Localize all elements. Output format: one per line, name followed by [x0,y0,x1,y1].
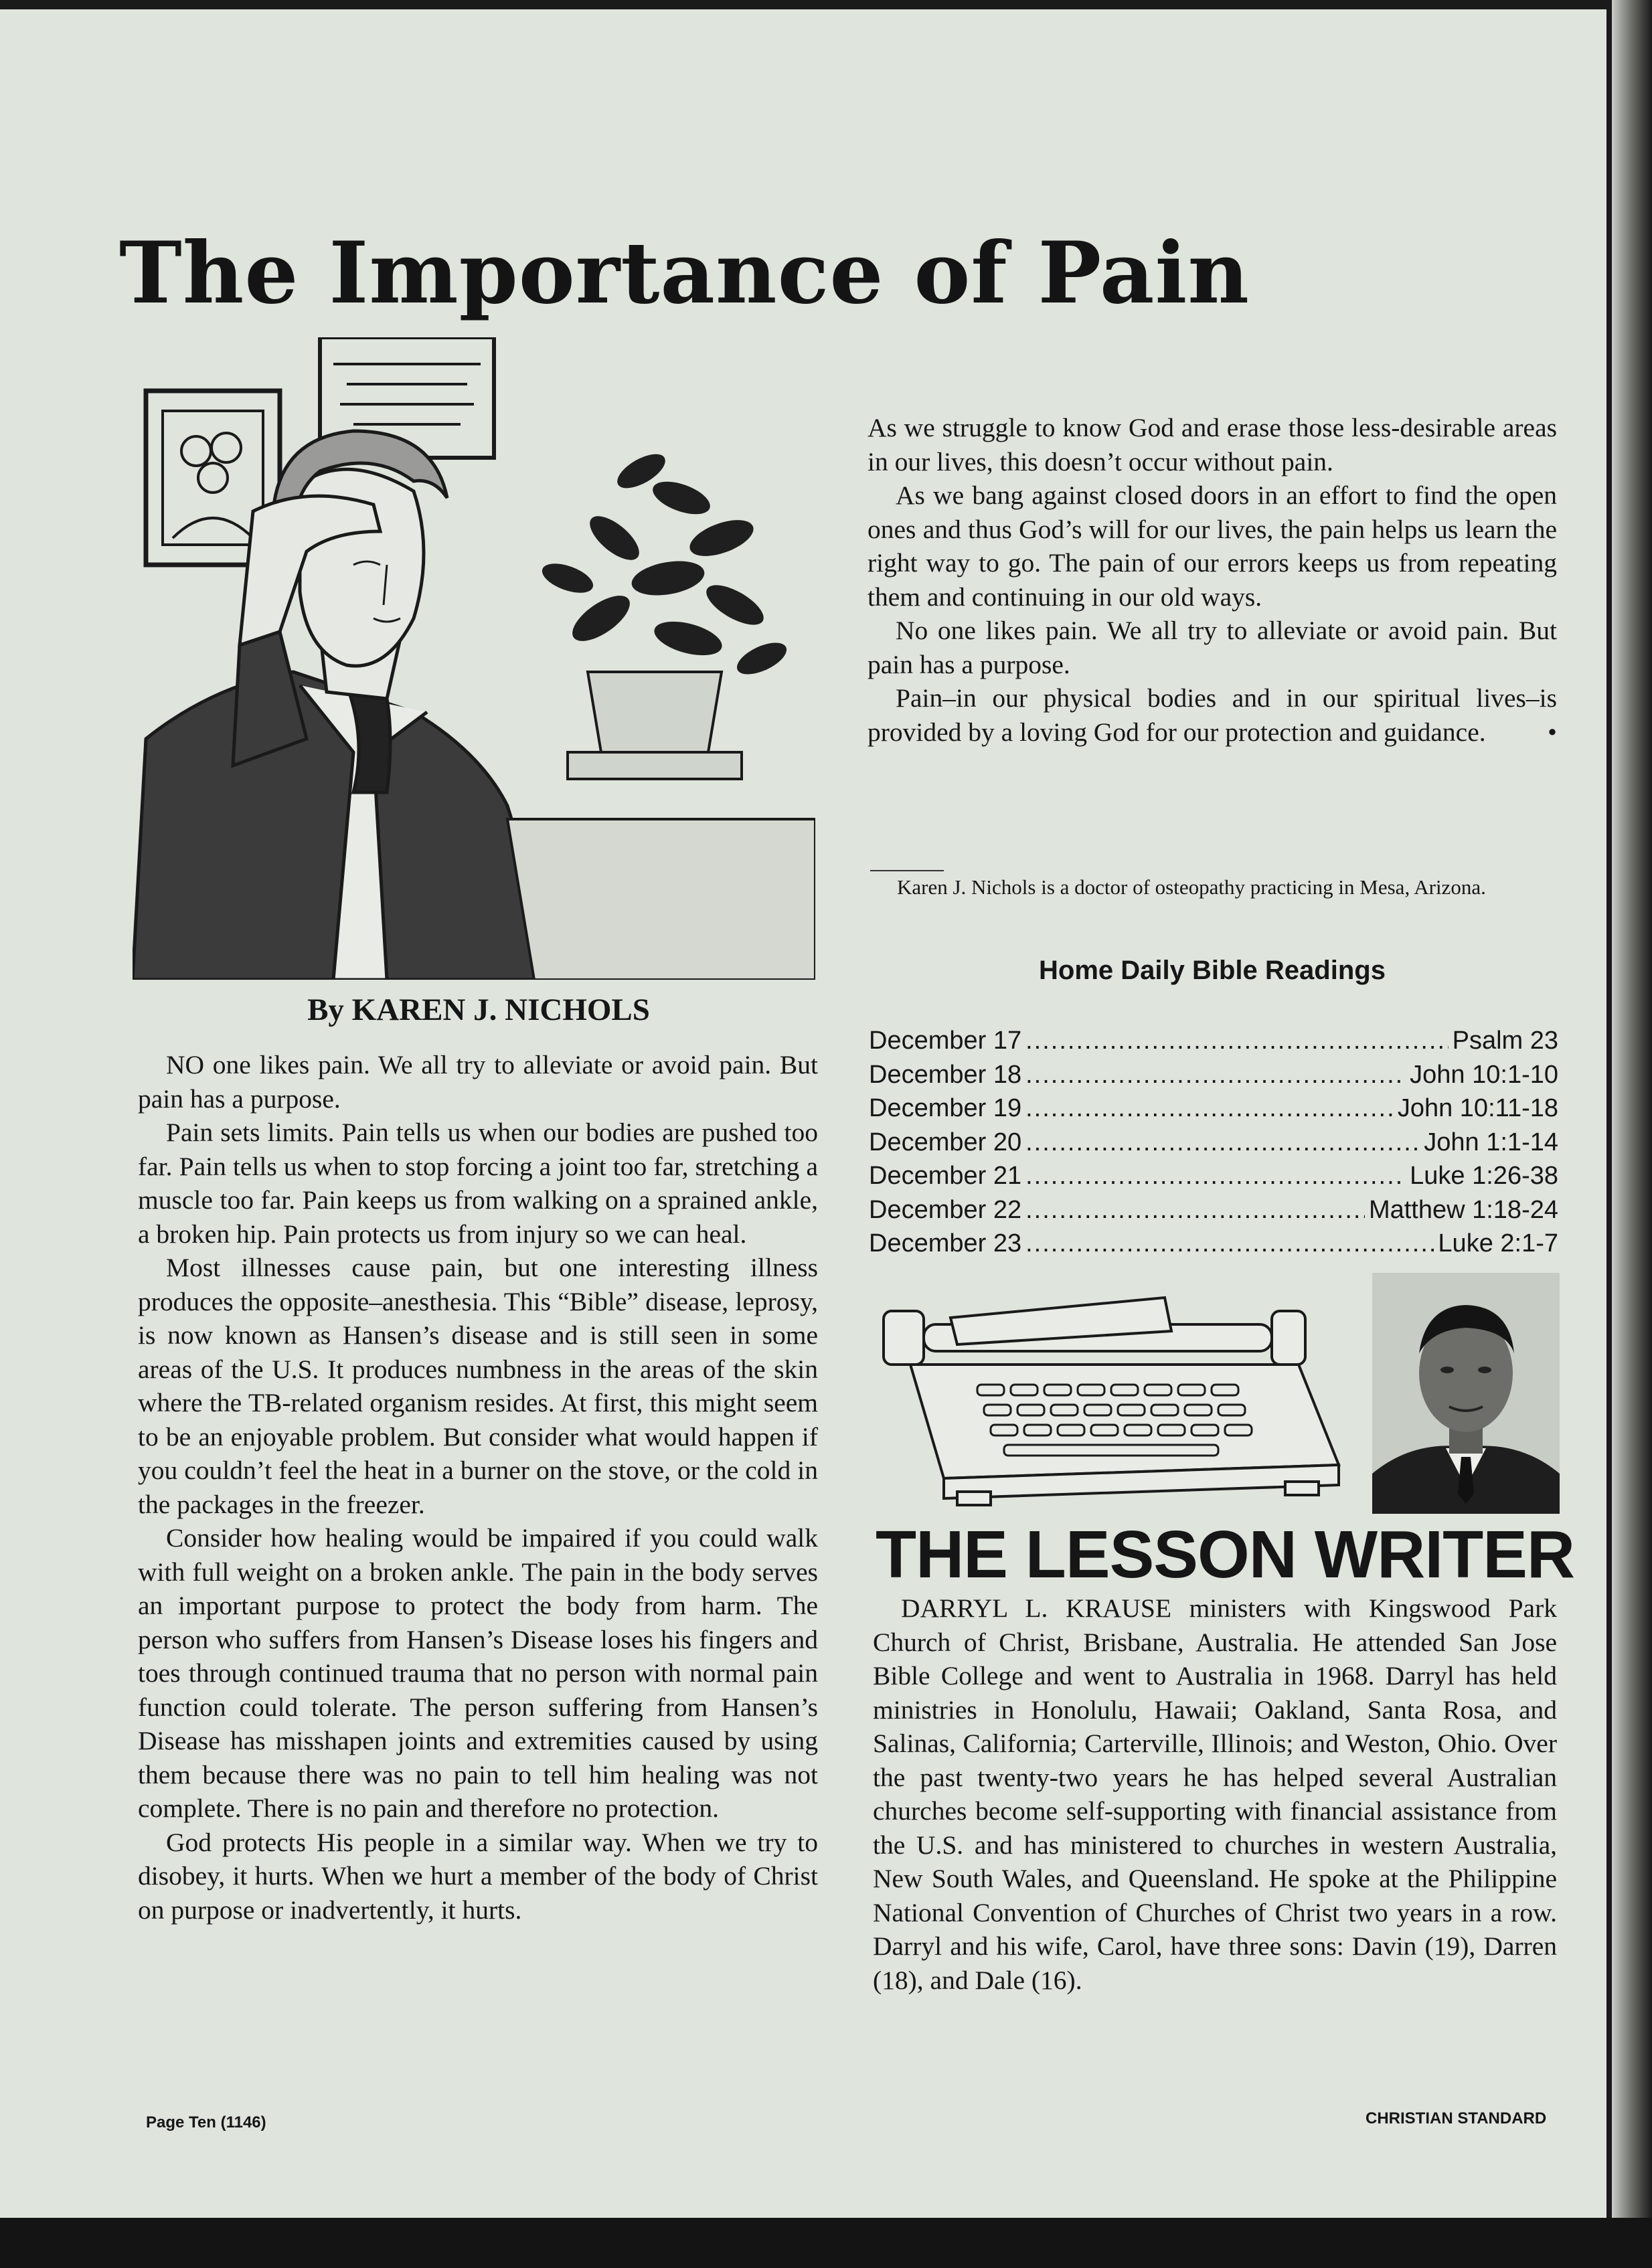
leader-dots [1025,1058,1406,1092]
article-right-column [868,411,1557,749]
reading-row [869,1159,1558,1193]
leader-dots [1025,1193,1365,1227]
reading-row [869,1024,1558,1058]
reading-ref: John 10:11-18 [1397,1094,1558,1122]
reading-row [869,1227,1558,1261]
leader-dots [1025,1159,1406,1193]
publication-name: CHRISTIAN STANDARD [1366,2109,1547,2127]
reading-date: December 18 [869,1060,1022,1089]
reading-ref: Psalm 23 [1452,1027,1558,1055]
readings-heading: Home Daily Bible Readings [1039,956,1386,985]
article-paragraph: Most illnesses cause pain, but one interesting illness produces the opposite–anesthesia. This “Bible” disease, leprosy, is now known as Hansen’s disease and is still seen in some areas of the U.S. It produces numbness in the areas of the skin where the TB-related organism resides. At first, this might seem to be an enjoyable problem. But consider what would happen if you couldn’t feel the heat in a burner on the stove, or the cold in the packages in the freezer. [138,1253,818,1519]
lesson-writer-heading: THE LESSON WRITER [876,1517,1575,1592]
author-note-rule [870,870,944,871]
leader-dots [1025,1227,1434,1261]
article-paragraph: As we struggle to know God and erase those less-desirable areas in our lives, this doesn’t occur without pain. [868,413,1557,476]
readings-list [869,1024,1558,1261]
typewriter-icon [870,1291,1366,1512]
page-edge-shadow [1612,0,1652,2268]
reading-date: December 17 [869,1027,1022,1055]
lesson-writer-bio [873,1591,1557,1997]
woman-headache-illustration [133,337,815,980]
author-note [868,873,1557,902]
article-left-column [138,1048,818,1927]
page-number: Page Ten (1146) [146,2113,266,2131]
article-paragraph: No one likes pain. We all try to alleviate or avoid pain. But pain has a purpose. [868,616,1557,679]
article-paragraph: God protects His people in a similar way. When we try to disobey, it hurts. When we hurt a member of the body of Christ on purpose or inadvertently, it hurts. [138,1827,818,1925]
magazine-page [0,9,1606,2218]
reading-row [869,1193,1558,1227]
article-paragraph-text: Pain–in our physical bodies and in our spiritual lives–is provided by a loving God for our protection and guidance. [868,683,1557,747]
reading-row [869,1126,1558,1160]
leader-dots [1025,1024,1448,1058]
reading-date: December 23 [869,1229,1022,1257]
lesson-writer-bio-text: DARRYL L. KRAUSE ministers with Kingswood Park Church of Christ, Brisbane, Australia. He attended San Jose Bible College and went to Australia in 1968. Darryl has held ministries in Honolulu, Hawaii; Oakland, Santa Rosa, and Salinas, California; Carterville, Illinois; and Weston, Ohio. Over the past twenty-two years he has helped several Australian churches become self-supporting with financial assistance from the U.S. and has ministered to churches in western Australia, New South Wales, and Queensland. He spoke at the Philippine National Convention of Churches of Christ two years in a row. Darryl and his wife, Carol, have three sons: Davin (19), Darren (18), and Dale (16). [873,1593,1557,1995]
article-paragraph: Pain sets limits. Pain tells us when our bodies are pushed too far. Pain tells us when to stop forcing a joint too far, stretching a muscle too far. Pain keeps us from walking on a sprained ankle, a broken hip. Pain protects us from injury so we can heal. [138,1118,818,1249]
article-title: The Importance of Pain [119,224,1250,323]
reading-date: December 19 [869,1094,1022,1122]
reading-date: December 22 [869,1195,1022,1224]
article-paragraph: Consider how healing would be impaired if you could walk with full weight on a broken ankle. The pain in the body serves an important purpose to protect the body from harm. The person who suffers from Hansen’s Disease loses his fingers and toes through continued trauma that no person with normal pain function could tolerate. The person suffering from Hansen’s Disease has misshapen joints and extremities caused by using them because there was no pain to tell him healing was not complete. There is no pain and therefore no protection. [138,1523,818,1823]
reading-date: December 21 [869,1162,1022,1190]
reading-ref: John 1:1-14 [1424,1128,1558,1156]
article-paragraph [868,681,1557,749]
reading-ref: John 10:1-10 [1410,1060,1558,1089]
reading-row [869,1058,1558,1092]
end-mark: • [1548,717,1557,747]
article-byline: By KAREN J. NICHOLS [307,992,650,1027]
reading-date: December 20 [869,1128,1022,1156]
article-paragraph: As we bang against closed doors in an effort to find the open ones and thus God’s will for our lives, the pain helps us learn the right way to go. The pain of our errors keeps us from repeating them and continuing in our old ways. [868,481,1557,612]
leader-dots [1025,1092,1394,1126]
article-paragraph: NO one likes pain. We all try to alleviate or avoid pain. But pain has a purpose. [138,1050,818,1114]
lesson-writer-photo [1372,1273,1560,1514]
reading-ref: Matthew 1:18-24 [1368,1195,1558,1224]
author-note-text: Karen J. Nichols is a doctor of osteopathy practicing in Mesa, Arizona. [897,875,1486,899]
bottom-edge-shadow [0,2218,1652,2268]
reading-row [869,1092,1558,1126]
reading-ref: Luke 2:1-7 [1438,1229,1558,1257]
leader-dots [1025,1126,1420,1160]
reading-ref: Luke 1:26-38 [1410,1162,1558,1190]
